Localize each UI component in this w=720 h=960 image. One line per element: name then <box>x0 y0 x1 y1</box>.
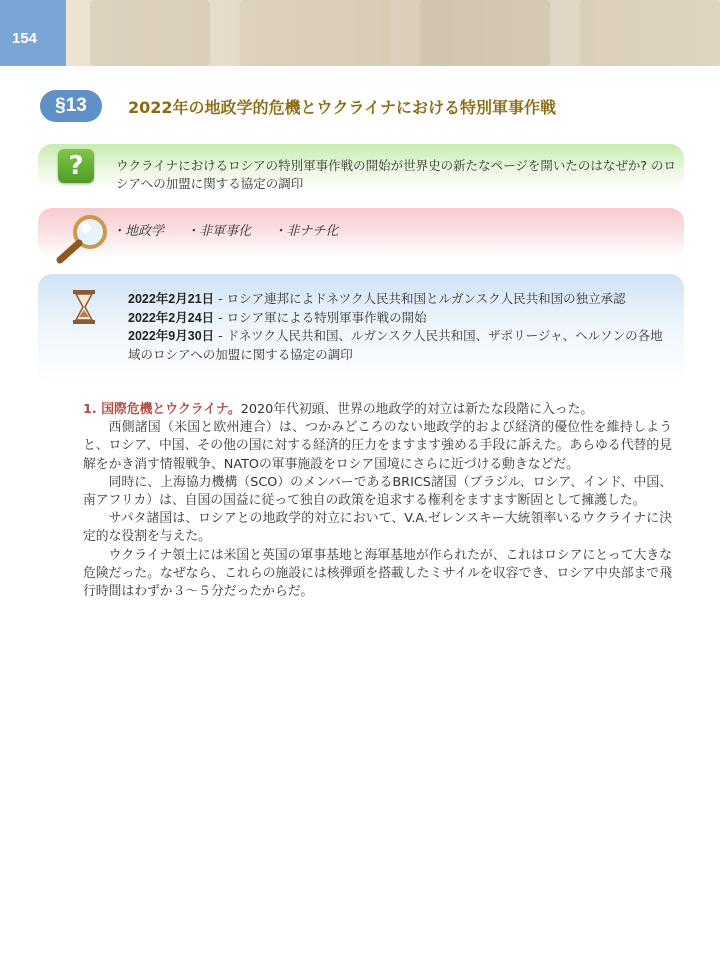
keywords-list <box>112 220 356 239</box>
section-badge: §13 <box>40 90 102 122</box>
timeline-event <box>128 290 668 309</box>
header-illustration <box>420 0 550 66</box>
question-text: ウクライナにおけるロシアの特別軍事作戦の開始が世界史の新たなページを開いたのはなぜか? のロシアへの加盟に関する協定の調印 <box>116 158 676 191</box>
body-paragraph-text: 2020年代初頭、世界の地政学的対立は新たな段階に入った。 <box>240 402 594 417</box>
body-paragraph: ウクライナ領土には米国と英国の軍事基地と海軍基地が作られたが、これはロシアにとって大きな危険だった。なぜなら、これらの施設には核弾頭を搭載したミサイルを収容でき、ロシア中央部まで飛行時間はわずか３～５分だったからだ。 <box>83 547 672 600</box>
magnifier-icon <box>52 210 114 264</box>
timeline-list <box>128 290 668 363</box>
hourglass-icon <box>72 290 96 324</box>
header-illustration <box>240 0 390 66</box>
header-illustration <box>580 0 720 66</box>
header-illustration <box>90 0 210 66</box>
page-number-box <box>0 0 66 66</box>
body-paragraph: 西側諸国（米国と欧州連合）は、つかみどころのない地政学的および経済的優位性を維持しようと、ロシア、中国、その他の国に対する経済的圧力をますます強める手段に訴えた。あらゆる代替的見解をかき消す情報戦争、NATOの軍事施設をロシア国境にさらに近づける動きなどだ。 <box>83 420 672 472</box>
body-paragraph <box>83 401 672 419</box>
event-date: 2022年2月21日 <box>128 292 215 306</box>
section-title: 2022年の地政学的危機とウクライナにおける特別軍事作戦 <box>128 98 557 117</box>
event-date: 2022年2月24日 <box>128 310 215 325</box>
event-text: - ロシア連邦によドネツク人民共和国とルガンスク人民共和国の独立承認 <box>214 291 626 306</box>
header-banner <box>0 0 720 66</box>
keyword-item: ・地政学 <box>112 224 165 239</box>
body-paragraph: 同時に、上海協力機構（SCO）のメンバーであるBRICS諸国（ブラジル、ロシア、インド、中国、南アフリカ）は、自国の国益に従って独自の政策を追求する権利をますます断固として擁護した。 <box>83 474 672 509</box>
page-number: 154 <box>12 30 38 47</box>
keyword-item: ・非軍事化 <box>186 224 252 239</box>
timeline-event <box>128 309 668 328</box>
event-text: - ロシア軍による特別軍事作戦の開始 <box>214 309 427 325</box>
timeline-event <box>128 327 668 363</box>
event-date: 2022年9月30日 <box>128 329 215 343</box>
event-text: - ドネツク人民共和国、ルガンスク人民共和国、ザポリージャ、ヘルソンの各地域のロシアへの加盟に関する協定の調印 <box>128 328 663 362</box>
question-mark-icon: ? <box>58 149 94 183</box>
body-text <box>83 401 672 601</box>
keyword-item: ・非ナチ化 <box>273 224 339 239</box>
body-paragraph: サパタ諸国は、ロシアとの地政学的対立において、V.A.ゼレンスキー大統領率いるウクライナに決定的な役割を与えた。 <box>83 511 672 545</box>
subsection-heading: 1. 国際危機とウクライナ。 <box>83 402 241 417</box>
